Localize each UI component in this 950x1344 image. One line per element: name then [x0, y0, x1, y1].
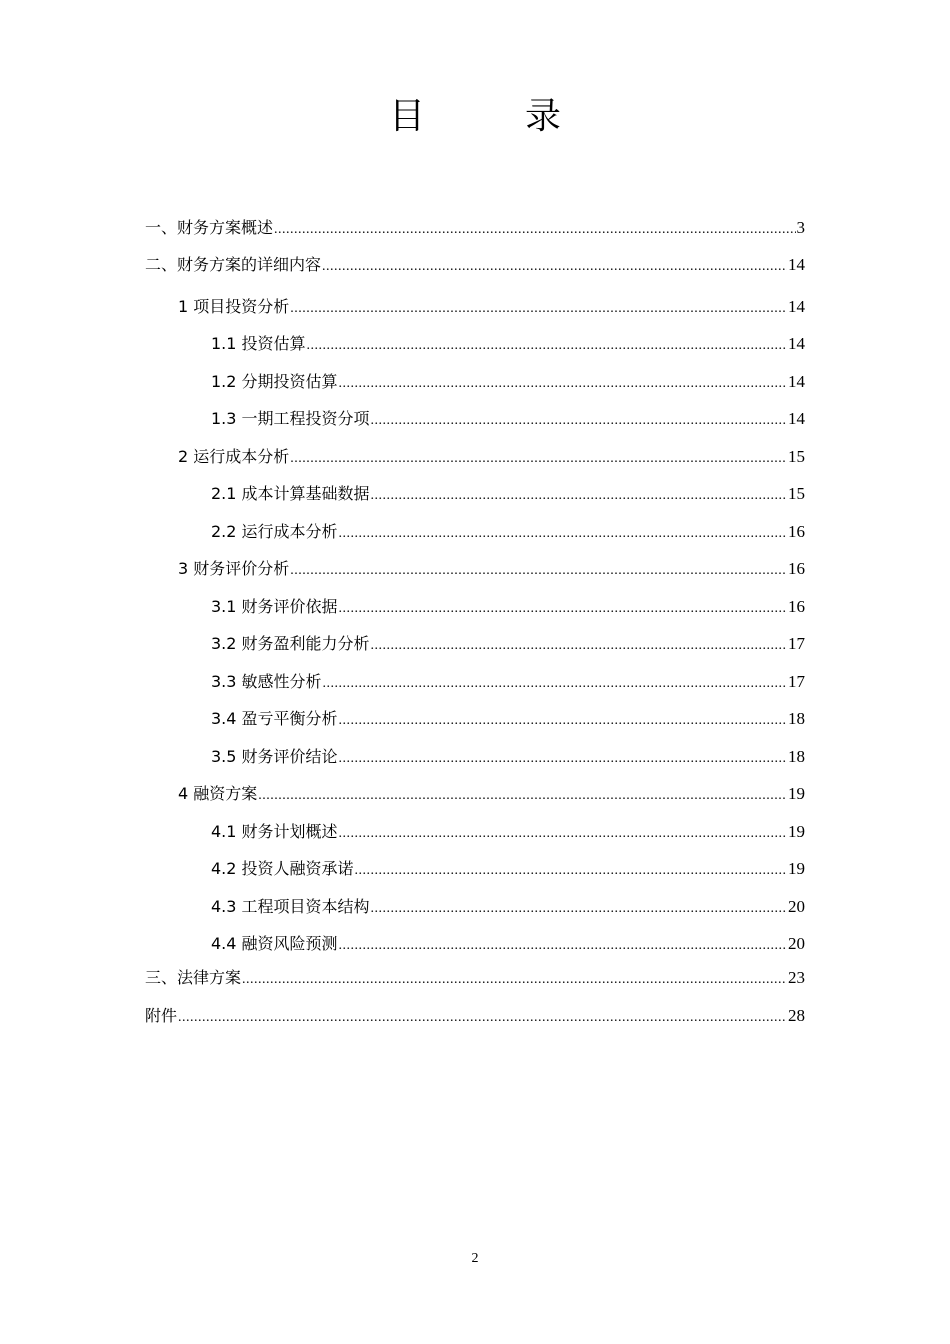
- toc-title: 目 录: [388, 96, 593, 137]
- toc-dot-leader: [307, 334, 787, 358]
- toc-entry[interactable]: [145, 216, 805, 240]
- toc-dot-leader: [339, 597, 787, 621]
- toc-entry[interactable]: [211, 520, 805, 544]
- toc-entry-page: 16: [788, 597, 805, 616]
- toc-dot-leader: [322, 255, 787, 279]
- toc-entry[interactable]: [178, 295, 805, 319]
- toc-entry-page: 14: [788, 255, 805, 274]
- toc-entry-label: 1 项目投资分析: [178, 297, 290, 316]
- toc-entry-page: 23: [788, 968, 805, 987]
- toc-dot-leader: [371, 897, 787, 921]
- toc-entry[interactable]: [211, 632, 805, 656]
- toc-entry-label: 4.4 融资风险预测: [211, 934, 338, 953]
- toc-entry-label: 3.2 财务盈利能力分析: [211, 634, 370, 653]
- toc-entry-label: 4 融资方案: [178, 784, 258, 803]
- toc-entry[interactable]: [145, 966, 805, 990]
- toc-dot-leader: [274, 218, 795, 242]
- toc-entry-label: 3.3 敏感性分析: [211, 672, 322, 691]
- toc-entry-label: 2.1 成本计算基础数据: [211, 484, 370, 503]
- toc-dot-leader: [290, 447, 787, 471]
- toc-entry[interactable]: [211, 332, 805, 356]
- toc-entry-label: 2 运行成本分析: [178, 447, 290, 466]
- toc-entry-label: 三、法律方案: [145, 968, 242, 987]
- toc-entry[interactable]: [211, 857, 805, 881]
- toc-dot-leader: [178, 1006, 787, 1030]
- toc-entry-label: 1.1 投资估算: [211, 334, 306, 353]
- toc-dot-leader: [290, 559, 787, 583]
- toc-entry-page: 19: [788, 822, 805, 841]
- toc-entry-page: 18: [788, 709, 805, 728]
- toc-dot-leader: [339, 709, 787, 733]
- toc-entry[interactable]: [211, 370, 805, 394]
- toc-dot-leader: [258, 784, 787, 808]
- toc-entry-page: 18: [788, 747, 805, 766]
- toc-entry-label: 2.2 运行成本分析: [211, 522, 338, 541]
- toc-entry-page: 16: [788, 559, 805, 578]
- toc-entry-page: 17: [788, 634, 805, 653]
- page-number: 2: [471, 1251, 479, 1266]
- toc-dot-leader: [242, 968, 787, 992]
- toc-entry-page: 28: [788, 1006, 805, 1025]
- toc-dot-leader: [290, 297, 787, 321]
- toc-dot-leader: [339, 822, 787, 846]
- toc-entry-label: 3 财务评价分析: [178, 559, 290, 578]
- toc-entry-page: 15: [788, 447, 805, 466]
- toc-entry[interactable]: [178, 445, 805, 469]
- toc-entry-label: 1.3 一期工程投资分项: [211, 409, 370, 428]
- toc-entry[interactable]: [211, 482, 805, 506]
- toc-entry-label: 4.2 投资人融资承诺: [211, 859, 354, 878]
- toc-entry[interactable]: [145, 253, 805, 277]
- toc-entry[interactable]: [211, 932, 805, 956]
- toc-entry[interactable]: [211, 745, 805, 769]
- toc-entry-page: 19: [788, 784, 805, 803]
- toc-entry[interactable]: [211, 895, 805, 919]
- toc-entry-label: 1.2 分期投资估算: [211, 372, 338, 391]
- toc-dot-leader: [323, 672, 787, 696]
- toc-entry-page: 14: [788, 409, 805, 428]
- toc-entry[interactable]: [211, 407, 805, 431]
- toc-entry-label: 4.3 工程项目资本结构: [211, 897, 370, 916]
- toc-entry-label: 4.1 财务计划概述: [211, 822, 338, 841]
- toc-dot-leader: [339, 372, 787, 396]
- toc-entry-label: 3.5 财务评价结论: [211, 747, 338, 766]
- toc-dot-leader: [339, 747, 787, 771]
- toc-entry-page: 20: [788, 897, 805, 916]
- toc-entry-label: 3.1 财务评价依据: [211, 597, 338, 616]
- toc-dot-leader: [371, 634, 787, 658]
- toc-entry-page: 14: [788, 334, 805, 353]
- toc-dot-leader: [371, 484, 787, 508]
- toc-entry[interactable]: [178, 782, 805, 806]
- toc-entry[interactable]: [145, 1004, 805, 1028]
- toc-entry[interactable]: [211, 820, 805, 844]
- toc-entry-page: 19: [788, 859, 805, 878]
- toc-entry-page: 14: [788, 297, 805, 316]
- toc-entry-label: 一、财务方案概述: [145, 218, 274, 237]
- toc-entry-page: 3: [796, 218, 805, 237]
- toc-entry-page: 16: [788, 522, 805, 541]
- toc-dot-leader: [371, 409, 787, 433]
- toc-entry-page: 20: [788, 934, 805, 953]
- toc-dot-leader: [355, 859, 787, 883]
- toc-entry-page: 15: [788, 484, 805, 503]
- toc-entry[interactable]: [211, 670, 805, 694]
- toc-entry[interactable]: [211, 707, 805, 731]
- toc-entry-label: 附件: [145, 1006, 178, 1025]
- toc-entry[interactable]: [178, 557, 805, 581]
- toc-entry-label: 3.4 盈亏平衡分析: [211, 709, 338, 728]
- toc-entry-page: 14: [788, 372, 805, 391]
- toc-dot-leader: [339, 934, 787, 958]
- toc-entry-label: 二、财务方案的详细内容: [145, 255, 322, 274]
- toc-dot-leader: [339, 522, 787, 546]
- toc-entry-page: 17: [788, 672, 805, 691]
- toc-entry[interactable]: [211, 595, 805, 619]
